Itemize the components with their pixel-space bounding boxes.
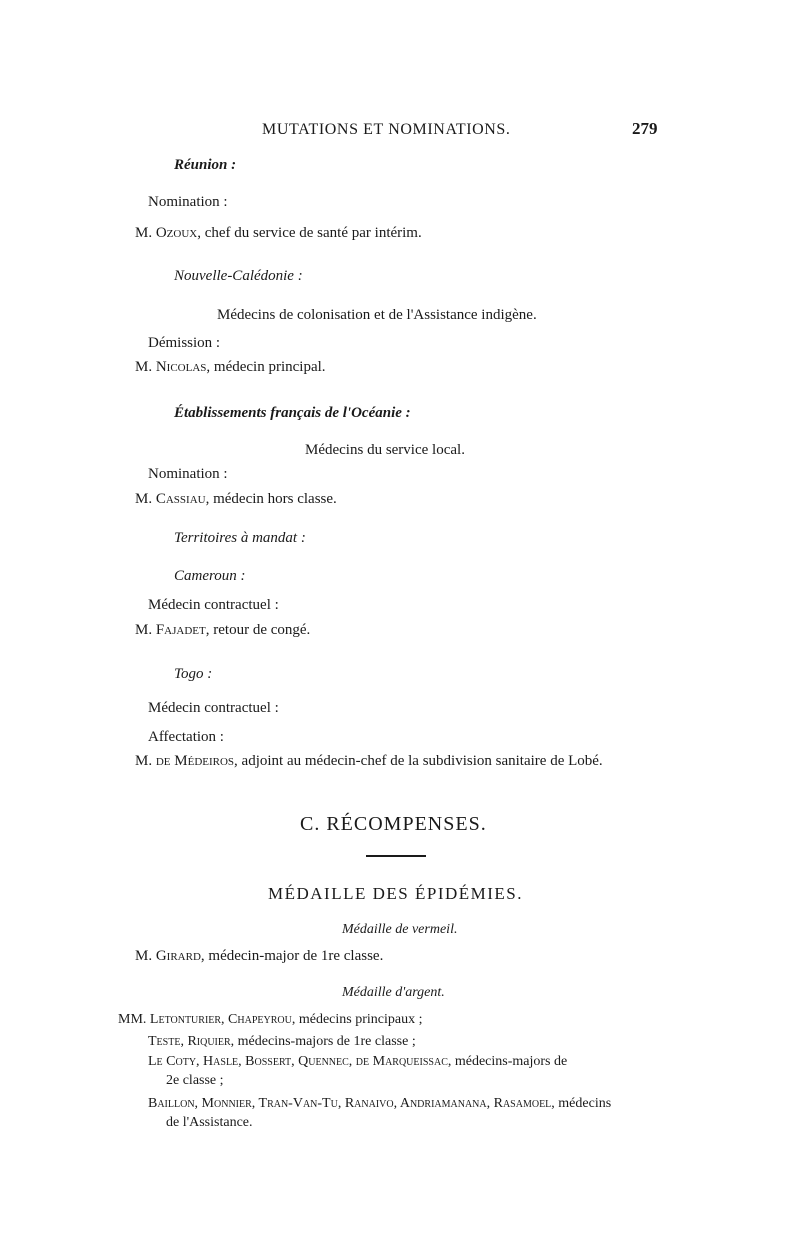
entry-name: de Médeiros xyxy=(155,753,235,769)
entry-name: Cassiau xyxy=(155,491,206,507)
entry-name: Fajadet xyxy=(155,622,206,638)
togo-heading: Togo : xyxy=(174,666,213,682)
nouvelle-caledonie-heading: Nouvelle-Calédonie : xyxy=(174,268,303,284)
vermeil-entry xyxy=(135,947,383,965)
entry-prefix: M. xyxy=(135,948,153,964)
togo-label-affectation: Affectation : xyxy=(148,729,224,745)
togo-label: Médecin contractuel : xyxy=(148,700,279,716)
entry-names: Le Coty, Hasle, Bossert, Quennec, de Marqueissac xyxy=(148,1054,448,1069)
territoires-heading: Territoires à mandat : xyxy=(174,530,306,546)
argent-heading: Médaille d'argent. xyxy=(342,985,445,1000)
oceanie-entry xyxy=(135,490,337,508)
entry-text: , médecin-major de 1re classe. xyxy=(200,948,384,964)
entry-text: , retour de congé. xyxy=(205,622,311,638)
nouvelle-caledonie-label: Démission : xyxy=(148,335,221,351)
page-number: 279 xyxy=(632,119,658,138)
entry-name: Nicolas xyxy=(155,359,207,375)
entry-text: , adjoint au médecin-chef de la subdivision sanitaire de Lobé. xyxy=(234,753,603,769)
argent-line-4: 2e classe ; xyxy=(166,1073,224,1088)
entry-name: Ozoux xyxy=(155,225,198,241)
argent-line-6: de l'Assistance. xyxy=(166,1115,253,1130)
nouvelle-caledonie-subheading: Médecins de colonisation et de l'Assistance indigène. xyxy=(217,307,537,323)
entry-text: , médecin hors classe. xyxy=(205,491,337,507)
entry-text: , médecin principal. xyxy=(206,359,326,375)
nouvelle-caledonie-entry xyxy=(135,358,326,376)
cameroun-label: Médecin contractuel : xyxy=(148,597,279,613)
section-title: C. RÉCOMPENSES. xyxy=(300,813,487,835)
entry-prefix: M. xyxy=(135,491,153,507)
argent-line-2 xyxy=(148,1033,416,1051)
entry-names: Teste, Riquier xyxy=(148,1034,231,1049)
togo-entry xyxy=(135,752,603,770)
oceanie-label: Nomination : xyxy=(148,466,228,482)
running-title: MUTATIONS ET NOMINATIONS. xyxy=(262,121,511,138)
entry-name: Girard xyxy=(155,948,201,964)
entry-prefix: M. xyxy=(135,225,153,241)
vermeil-heading: Médaille de vermeil. xyxy=(342,922,458,937)
entry-prefix: M. xyxy=(135,622,153,638)
reunion-entry xyxy=(135,224,422,242)
argent-line-3 xyxy=(148,1053,567,1071)
entry-prefix: M. xyxy=(135,753,153,769)
reunion-label: Nomination : xyxy=(148,194,228,210)
entry-text: , médecins-majors de 1re classe ; xyxy=(230,1034,416,1049)
entry-text: , médecins xyxy=(551,1096,612,1111)
argent-line-1 xyxy=(118,1011,422,1029)
entry-prefix: MM. xyxy=(118,1012,147,1027)
entry-names: Letonturier, Chapeyrou xyxy=(149,1012,292,1027)
entry-names: Baillon, Monnier, Tran-Van-Tu, Ranaivo, Andriamanana, Rasamoel xyxy=(148,1096,552,1111)
argent-line-5 xyxy=(148,1095,611,1113)
oceanie-heading: Établissements français de l'Océanie : xyxy=(174,405,411,421)
medal-title: MÉDAILLE DES ÉPIDÉMIES. xyxy=(268,884,524,903)
entry-text: , médecins principaux ; xyxy=(291,1012,423,1027)
cameroun-entry xyxy=(135,621,310,639)
cameroun-heading: Cameroun : xyxy=(174,568,246,584)
entry-prefix: M. xyxy=(135,359,153,375)
oceanie-subheading: Médecins du service local. xyxy=(305,442,465,458)
reunion-heading: Réunion : xyxy=(174,157,237,173)
entry-text: , chef du service de santé par intérim. xyxy=(197,225,422,241)
entry-text: , médecins-majors de xyxy=(447,1054,568,1069)
section-divider xyxy=(366,855,426,857)
